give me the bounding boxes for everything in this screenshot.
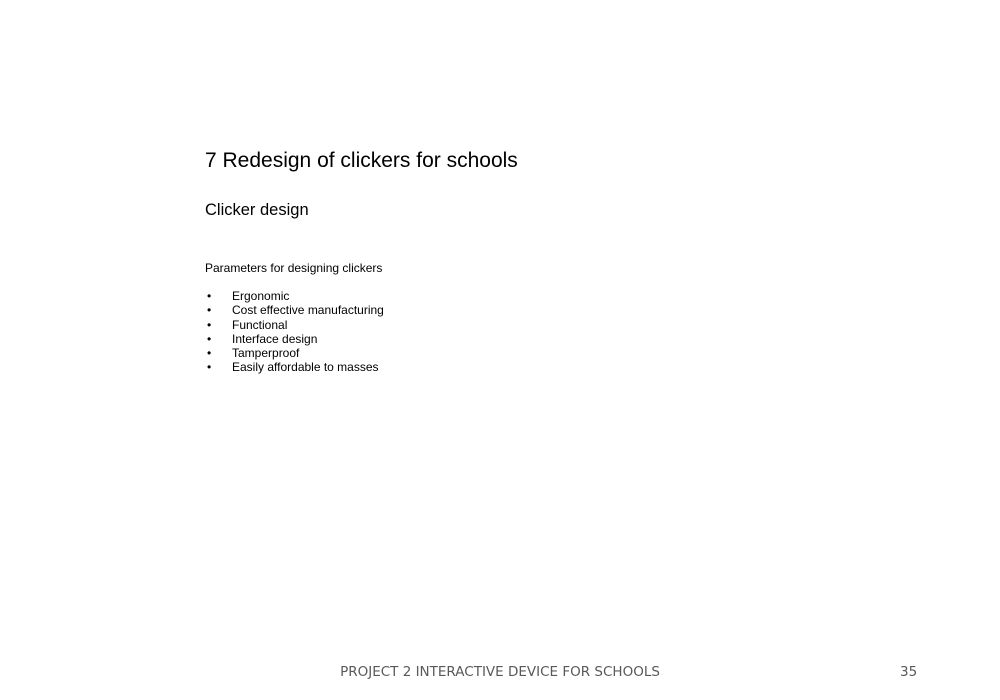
- list-item-label: Interface design: [232, 331, 318, 346]
- bullet-icon: •: [207, 331, 212, 346]
- bullet-icon: •: [207, 346, 212, 361]
- bullet-icon: •: [207, 317, 212, 332]
- bullet-icon: •: [207, 289, 212, 303]
- list-item-label: Cost effective manufacturing: [232, 303, 384, 318]
- list-item-label: Ergonomic: [232, 289, 290, 303]
- bullet-icon: •: [207, 303, 212, 318]
- page-number: 35: [900, 664, 918, 680]
- parameters-intro: Parameters for designing clickers: [205, 261, 383, 275]
- list-item-label: Easily affordable to masses: [232, 360, 379, 375]
- list-item-label: Tamperproof: [232, 346, 300, 361]
- list-item-label: Functional: [232, 317, 288, 332]
- section-subtitle: Clicker design: [205, 201, 309, 219]
- footer-title: PROJECT 2 INTERACTIVE DEVICE FOR SCHOOLS: [340, 664, 660, 680]
- page-title: 7 Redesign of clickers for schools: [205, 149, 518, 172]
- bullet-icon: •: [207, 360, 212, 375]
